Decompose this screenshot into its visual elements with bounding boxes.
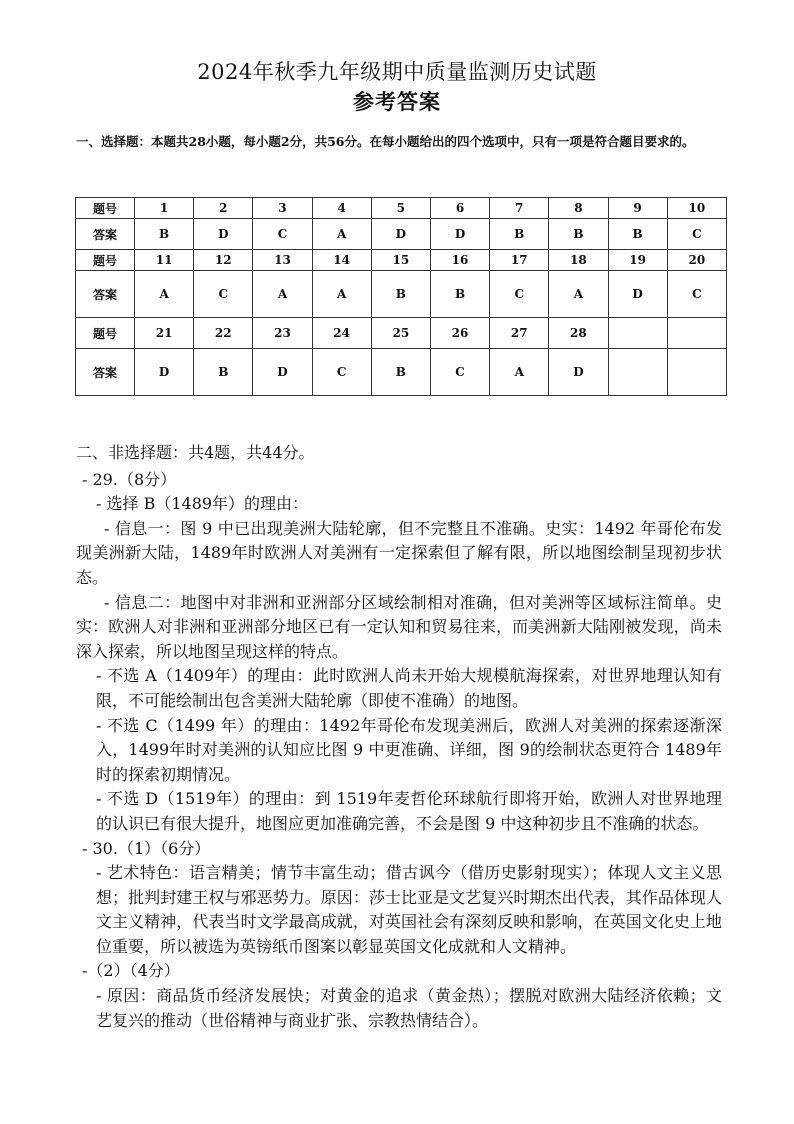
table-row-numbers bbox=[76, 198, 727, 219]
page-title: 2024年秋季九年级期中质量监测历史试题 bbox=[197, 60, 597, 84]
table-row-answers bbox=[76, 349, 727, 396]
q30-reason-answer: - 原因：商品货币经济发展快；对黄金的追求（黄金热）；摆脱对欧洲大陆经济依赖；文艺复兴的推动（世俗精神与商业扩张、宗教热情结合）。 bbox=[96, 986, 722, 1030]
answer-cell: B bbox=[371, 271, 430, 318]
answer-table bbox=[75, 197, 727, 396]
answer-cell: C bbox=[253, 219, 312, 250]
answer-cell bbox=[608, 349, 667, 396]
answer-cell: D bbox=[608, 271, 667, 318]
answer-cell: D bbox=[371, 219, 430, 250]
section-1-instructions: 一、选择题：本题共28小题，每小题2分，共56分。在每小题给出的四个选项中，只有一项是符合题目要求的。 bbox=[76, 134, 695, 149]
answer-cell: C bbox=[490, 271, 549, 318]
question-number: 7 bbox=[490, 198, 549, 219]
question-number: 3 bbox=[253, 198, 312, 219]
question-number: 14 bbox=[312, 250, 371, 271]
q29-not-c: - 不选 C（1499 年）的理由：1492年哥伦布发现美洲后，欧洲人对美洲的探索逐渐深入，1499年时对美洲的认知应比图 9 中更准确、详细，图 9的绘制状态更符合 1489年时的探索初期情况。 bbox=[96, 715, 722, 784]
question-number: 11 bbox=[135, 250, 194, 271]
row-label: 答案 bbox=[76, 219, 135, 250]
answer-cell: A bbox=[253, 271, 312, 318]
answer-cell: B bbox=[430, 271, 489, 318]
page-subtitle: 参考答案 bbox=[353, 89, 441, 114]
answer-cell: A bbox=[135, 271, 194, 318]
question-number: 1 bbox=[135, 198, 194, 219]
q29-choice: - 选择 B（1489年）的理由： bbox=[96, 494, 309, 514]
q29-heading: - 29.（8分） bbox=[82, 469, 177, 489]
question-number: 23 bbox=[253, 318, 312, 349]
question-number: 19 bbox=[608, 250, 667, 271]
question-number: 16 bbox=[430, 250, 489, 271]
answer-cell: A bbox=[549, 271, 608, 318]
q29-not-a: - 不选 A（1409年）的理由：此时欧洲人尚未开始大规模航海探索，对世界地理认知有限，不可能绘制出包含美洲大陆轮廓（即使不准确）的地图。 bbox=[96, 666, 722, 710]
q30-part-2-heading: -（2）（4分） bbox=[82, 961, 180, 981]
q30-art-answer: - 艺术特色：语言精美；情节丰富生动；借古讽今（借历史影射现实）；体现人文主义思想；批判封建王权与邪恶势力。原因：莎士比亚是文艺复兴时期杰出代表，其作品体现人文主义精神，代表当时文学最高成就，对英国社会有深刻反映和影响，在英国文化史上地位重要，所以被选为英镑纸币图案以彰显英国文化成就和人文精神。 bbox=[96, 863, 722, 956]
question-number: 22 bbox=[194, 318, 253, 349]
answer-cell: D bbox=[135, 349, 194, 396]
row-label: 答案 bbox=[76, 271, 135, 318]
answer-cell: C bbox=[430, 349, 489, 396]
question-number: 12 bbox=[194, 250, 253, 271]
answer-cell bbox=[667, 349, 726, 396]
row-label: 题号 bbox=[76, 250, 135, 271]
question-number: 2 bbox=[194, 198, 253, 219]
answer-cell: A bbox=[490, 349, 549, 396]
question-number: 20 bbox=[667, 250, 726, 271]
table-row-numbers bbox=[76, 318, 727, 349]
table-row-numbers bbox=[76, 250, 727, 271]
question-number: 15 bbox=[371, 250, 430, 271]
question-number: 5 bbox=[371, 198, 430, 219]
question-number: 4 bbox=[312, 198, 371, 219]
question-number: 6 bbox=[430, 198, 489, 219]
row-label: 题号 bbox=[76, 318, 135, 349]
section-2-heading: 二、非选择题：共4题，共44分。 bbox=[76, 443, 315, 462]
answer-cell: C bbox=[194, 271, 253, 318]
answer-cell: B bbox=[135, 219, 194, 250]
answer-cell: D bbox=[430, 219, 489, 250]
q30-part-1-heading: - 30.（1）（6分） bbox=[82, 838, 211, 858]
question-number: 8 bbox=[549, 198, 608, 219]
q29-info-2: - 信息二：地图中对非洲和亚洲部分区域绘制相对准确，但对美洲等区域标注简单。史实：欧洲人对非洲和亚洲部分地区已有一定认知和贸易往来，而美洲新大陆刚被发现，尚未深入探索，所以地图呈现这样的特点。 bbox=[76, 592, 722, 661]
question-number: 27 bbox=[490, 318, 549, 349]
question-number: 28 bbox=[549, 318, 608, 349]
answer-cell: B bbox=[371, 349, 430, 396]
answer-cell: D bbox=[549, 349, 608, 396]
question-number: 13 bbox=[253, 250, 312, 271]
answer-cell: D bbox=[253, 349, 312, 396]
table-row-answers bbox=[76, 219, 727, 250]
question-number: 21 bbox=[135, 318, 194, 349]
q29-not-d: - 不选 D（1519年）的理由：到 1519年麦哲伦环球航行即将开始，欧洲人对世界地理的认识已有很大提升，地图应更加准确完善，不会是图 9 中这种初步且不准确的状态。 bbox=[96, 789, 722, 833]
question-number: 26 bbox=[430, 318, 489, 349]
answer-cell: D bbox=[194, 219, 253, 250]
q29-info-1: - 信息一：图 9 中已出现美洲大陆轮廓，但不完整且不准确。史实：1492 年哥伦布发现美洲新大陆，1489年时欧洲人对美洲有一定探索但了解有限，所以地图绘制呈现初步状态。 bbox=[76, 518, 722, 587]
answer-cell: A bbox=[312, 271, 371, 318]
answer-cell: C bbox=[667, 219, 726, 250]
table-row-answers bbox=[76, 271, 727, 318]
question-number: 10 bbox=[667, 198, 726, 219]
question-number: 18 bbox=[549, 250, 608, 271]
row-label: 答案 bbox=[76, 349, 135, 396]
answer-cell: B bbox=[490, 219, 549, 250]
section-2 bbox=[76, 441, 722, 1033]
answer-cell: B bbox=[194, 349, 253, 396]
question-number: 17 bbox=[490, 250, 549, 271]
answer-cell: B bbox=[549, 219, 608, 250]
question-number: 25 bbox=[371, 318, 430, 349]
answer-cell: C bbox=[312, 349, 371, 396]
question-number bbox=[608, 318, 667, 349]
row-label: 题号 bbox=[76, 198, 135, 219]
question-number: 9 bbox=[608, 198, 667, 219]
answer-cell: A bbox=[312, 219, 371, 250]
answer-cell: C bbox=[667, 271, 726, 318]
question-number: 24 bbox=[312, 318, 371, 349]
answer-cell: B bbox=[608, 219, 667, 250]
question-number bbox=[667, 318, 726, 349]
